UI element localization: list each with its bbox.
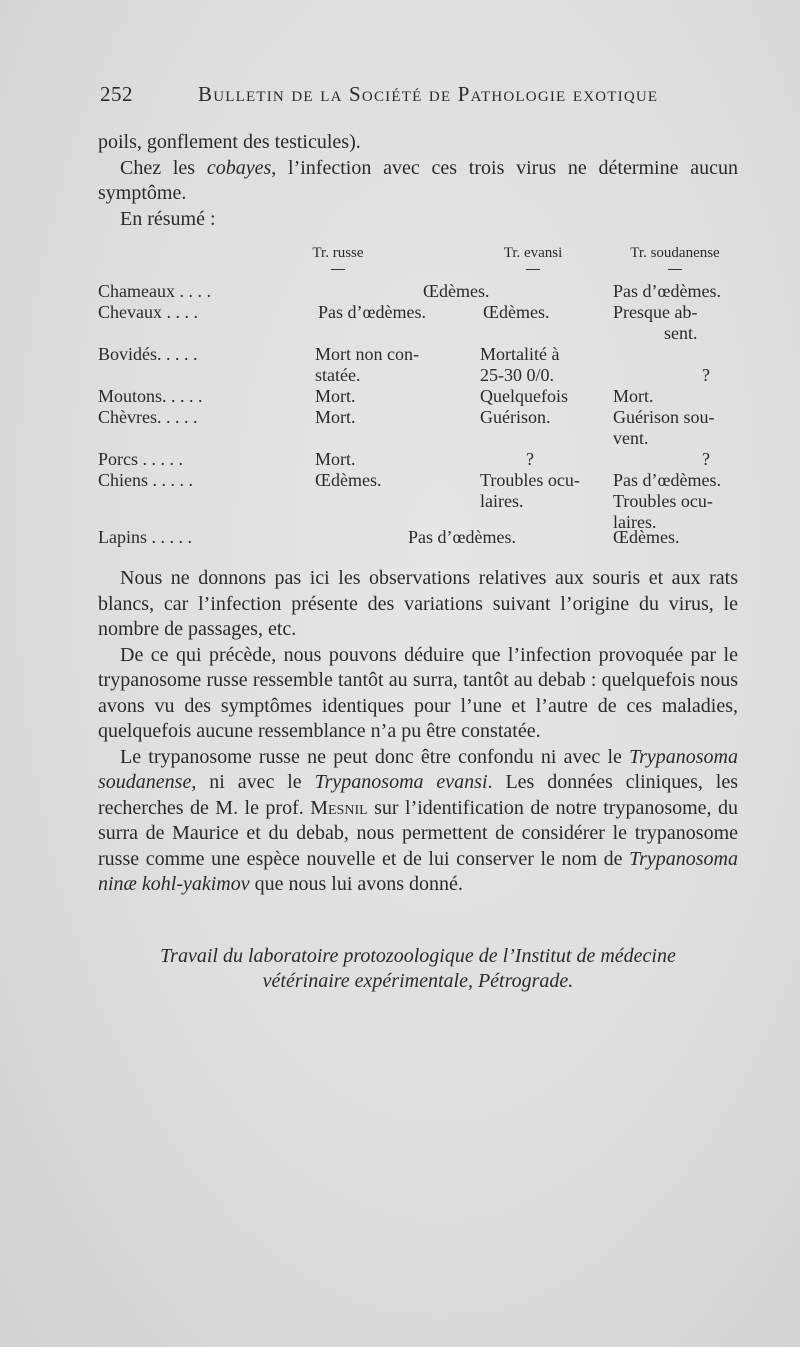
p3-species-evansi: Trypanosoma evansi bbox=[314, 771, 488, 793]
cell-soudanense-chiens: Pas d’œdèmes. Troubles ocu- laires. bbox=[613, 470, 721, 532]
p3-text: sur l’identification de notre trypanosome, du surra de Maurice et du debab, nous permettent de considérer le trypanosome russe comme une espèce nouvelle et de lui conserver le nom de bbox=[98, 796, 739, 870]
row-animal-lapins: Lapins . . . . . bbox=[98, 527, 192, 547]
row-animal-chiens: Chiens . . . . . bbox=[98, 470, 194, 490]
cell-evansi-chevaux: Œdèmes. bbox=[483, 302, 550, 322]
laboratory-credit bbox=[98, 944, 738, 994]
intro-block bbox=[98, 130, 738, 232]
p3-text: . Les données cliniques, les recherches de M. le prof. bbox=[98, 771, 739, 819]
cell-soudanense-chevres: Guérison sou- vent. bbox=[613, 407, 715, 448]
cell-soudanense-chameaux: Pas d’œdèmes. bbox=[613, 281, 721, 301]
cell-span-lapins: Pas d’œdèmes. bbox=[408, 527, 516, 547]
body-paragraphs bbox=[98, 566, 738, 898]
cell-russe-porcs: Mort. bbox=[315, 449, 356, 469]
column-header-soudanense: Tr. soudanense bbox=[630, 245, 720, 261]
cobayes-before: Chez les bbox=[120, 156, 207, 179]
column-header-evansi: Tr. evansi bbox=[503, 245, 563, 261]
page-number: 252 bbox=[100, 82, 133, 106]
cell-evansi-chevres: Guérison. bbox=[480, 407, 551, 427]
column-rule bbox=[668, 269, 682, 270]
running-title: Bulletin de la Société de Pathologie exotique bbox=[198, 82, 659, 106]
p3-text: que nous lui avons donné. bbox=[249, 873, 463, 895]
paragraph-2: De ce qui précède, nous pouvons déduire que l’infection provoquée par le trypanosome russe ressemble tantôt au surra, tantôt au debab : quelquefois nous avons vu des symptômes identiques pour l’une et l’autre de ces maladies, quelquefois aucune ressemblance n’a pu être constatée. bbox=[98, 643, 738, 742]
p3-author-mesnil: Mesnil bbox=[310, 796, 368, 819]
cobayes-word: cobayes bbox=[206, 156, 272, 179]
p3-text: , ni avec le bbox=[191, 771, 315, 793]
cell-soudanense-chevaux: Presque ab- sent. bbox=[613, 302, 698, 343]
row-animal-chevres: Chèvres. . . . . bbox=[98, 407, 198, 427]
row-animal-bovides: Bovidés. . . . . bbox=[98, 344, 198, 364]
row-animal-porcs: Porcs . . . . . bbox=[98, 449, 183, 469]
p3-species-ninae: Trypanosoma ninæ kohl-yakimov bbox=[98, 847, 738, 895]
column-rule bbox=[331, 269, 345, 270]
p3-species-soudanense: Trypanosoma soudanense bbox=[98, 745, 738, 793]
cell-russe-chiens: Œdèmes. bbox=[315, 470, 382, 490]
column-header-russe: Tr. russe bbox=[312, 245, 364, 261]
column-rule bbox=[526, 269, 540, 270]
cell-soudanense-lapins: Œdèmes. bbox=[613, 527, 680, 547]
cell-russe-chevres: Mort. bbox=[315, 407, 356, 427]
row-animal-moutons: Moutons. . . . . bbox=[98, 386, 203, 406]
resume-line: En résumé : bbox=[120, 207, 216, 230]
paragraph-3 bbox=[98, 745, 738, 898]
page-header bbox=[100, 82, 760, 122]
intro-line: poils, gonflement des testicules). bbox=[98, 131, 361, 153]
cell-evansi-chiens: Troubles ocu- laires. bbox=[480, 470, 580, 511]
cell-soudanense-moutons: Mort. bbox=[613, 386, 654, 406]
cobayes-paragraph bbox=[98, 156, 738, 207]
row-animal-chevaux: Chevaux . . . . bbox=[98, 302, 198, 322]
paragraph-1: Nous ne donnons pas ici les observations relatives aux souris et aux rats blancs, car l’infection présente des variations suivant l’origine du virus, le nombre de passages, etc. bbox=[98, 567, 738, 640]
cell-soudanense-bovides: ? bbox=[702, 365, 710, 385]
cell-russe-bovides: Mort non con- statée. bbox=[315, 344, 419, 385]
credit-line-2: vétérinaire expérimentale, Pétrograde. bbox=[262, 970, 574, 992]
cell-evansi-moutons: Quelquefois bbox=[480, 386, 568, 406]
cell-evansi-porcs: ? bbox=[526, 449, 534, 469]
cell-evansi-bovides: Mortalité à 25-30 0/0. bbox=[480, 344, 560, 385]
cell-russe-moutons: Mort. bbox=[315, 386, 356, 406]
credit-line-1: Travail du laboratoire protozoologique de l’Institut de médecine bbox=[160, 945, 676, 967]
cell-span-chameaux: Œdèmes. bbox=[423, 281, 490, 301]
p3-text: Le trypanosome russe ne peut donc être confondu ni avec le bbox=[120, 745, 630, 768]
cell-soudanense-porcs: ? bbox=[702, 449, 710, 469]
row-animal-chameaux: Chameaux . . . . bbox=[98, 281, 211, 301]
cobayes-after: , l’infection avec ces trois virus ne détermine aucun symptôme. bbox=[98, 156, 738, 204]
cell-russe-chevaux: Pas d’œdèmes. bbox=[318, 302, 426, 322]
